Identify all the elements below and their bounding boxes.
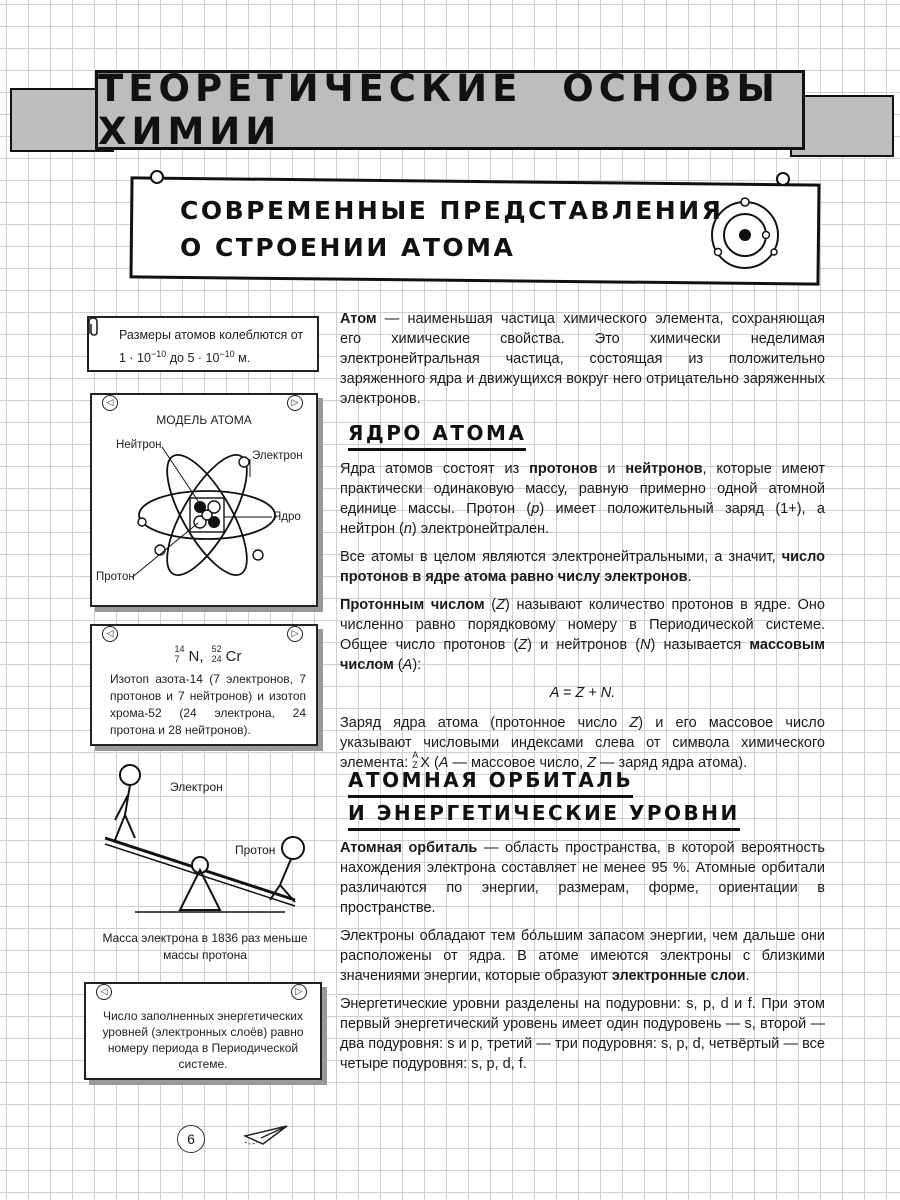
orbital-section: Атомная орбиталь — область пространства, в которой вероятность нахождения электрона составляет не менее 95 %. Атомные орбитали различаются по энергии, размерам, форме, ориентации в пространстве. Электроны обладают тем бо́льшим запасом энергии, чем дальше они расположены от ядра. В атоме имеются электроны с близкими значениями энергии, которые образуют электронные слои. Энергетические уровни разделены на подуровни: s, p, d и f. При этом первый энергетический уровень имеет один подуровень — s, второй — два подуровня: s и p, третий — три подуровня: s, p, d, четвёртый — все четыре подуровня: s, p, d, f. [340,840,825,1072]
banner-tail-right [790,95,894,157]
seesaw-label-proton: Протон [235,843,276,857]
mass-number-formula: A = Z + N. [549,685,616,701]
pin-right-icon [776,172,790,186]
nav-right-icon: ▷ [287,395,303,411]
label-proton: Протон [96,571,135,583]
isotopes-text: Изотоп азота-14 (7 электронов, 7 протонов и 7 нейтронов) и изотоп хрома-52 (24 электрона, 24 протона и 28 нейтронов). [110,672,306,737]
nucleus-section: Ядра атомов состоят из протонов и нейтронов, которые имеют практически одинаковую массу, равную примерно одной атомной единице массы. Протон (p) имеет положительный заряд (1+), а нейтрон (n) электронейтрален. Все атомы в целом являются электронейтральными, а значит, число протонов в ядре атома равно числу электронов. Протонным числом (Z) называют количество протонов в ядре. Оно численно равно порядковому номеру в Периодической системе. Общее число протонов (Z) и нейтронов (N) называется массовым числом (A): A = Z + N. Заряд ядра атома (протонное число Z) и его массовое число указывают числовыми индексами слева от символа химического элемента: A Z X (A — массовое число, Z — заряд ядра атома). [340,461,825,771]
nav-right-icon: ▷ [291,984,307,1000]
atom-model-title: МОДЕЛЬ АТОМА [156,413,252,427]
atom-model-card [90,393,318,607]
label-nucleus: Ядро [273,511,301,523]
atom-size-note: Размеры атомов колеблются от $1 \cdot 10^{-10}$ до $5 \cdot 10^{-10}$ м. [87,316,319,372]
atom-icon [706,196,784,274]
paper-plane-icon [243,1122,289,1148]
period-note-card: Число заполненных энергетических уровней (электронных слоёв) равно номеру периода в Периодической системе. [84,982,322,1080]
nav-left-icon: ◁ [102,395,118,411]
heading-nucleus: ЯДРО АТОМА [348,420,526,451]
atom-size-range: $1 \cdot 10^{-10}$ до $5 \cdot 10^{-10}$ м. [119,349,251,366]
heading-orbital-2: И ЭНЕРГЕТИЧЕСКИЕ УРОВНИ [348,800,740,831]
section-title: СОВРЕМЕННЫЕ ПРЕДСТАВЛЕНИЯ О СТРОЕНИИ АТОМА [180,196,724,262]
pin-left-icon [150,170,164,184]
nav-left-icon: ◁ [102,626,118,642]
page-title-banner [95,67,805,153]
page-title: ТЕОРЕТИЧЕСКИЕ ОСНОВЫ ХИМИИ [98,67,780,153]
seesaw-caption: Масса электрона в 1836 раз меньше массы протона [102,931,308,962]
atom-definition: Атом — наименьшая частица химического элемента, сохраняющая его химические свойства. Это химически неделимая электронейтральная частица, состоящая из положительно заряженного ядра и движущихся вокруг него отрицательно заряженных электронов. [340,311,825,407]
nav-left-icon: ◁ [96,984,112,1000]
isotope-symbols: 14 7 N, 52 24 Cr [174,644,242,665]
isotopes-card [90,624,318,746]
paperclip-icon [83,316,105,340]
nav-right-icon: ▷ [287,626,303,642]
heading-orbital-1: АТОМНАЯ ОРБИТАЛЬ [348,767,633,798]
label-electron: Электрон [252,450,303,462]
label-neutron: Нейтрон [116,439,162,451]
page-number: 6 [177,1125,205,1153]
seesaw-label-electron: Электрон [170,780,223,794]
